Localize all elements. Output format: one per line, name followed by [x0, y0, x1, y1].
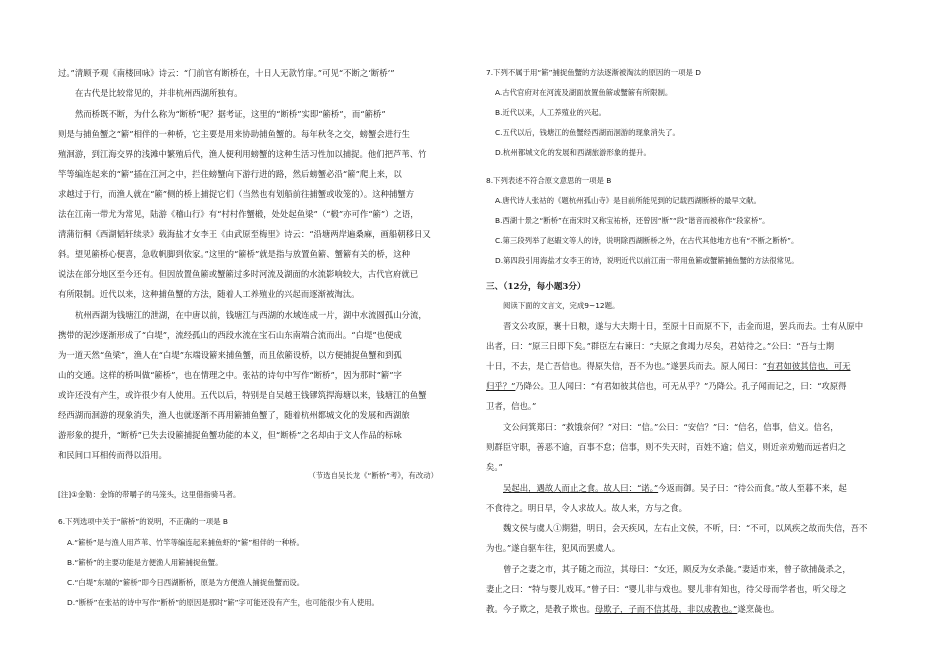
right-text-line: B.近代以来，人工养殖业的兴起。 [495, 108, 606, 117]
left-text-line: 或许还没有产生，或许很少有人使用。五代以后，特别是自吴越王钱镠筑捍海塘以来，钱塘江的鱼蟹 [58, 390, 427, 400]
left-text-line: 求越过于行，而渔人就在“簖”侧的桥上捕捉它们（当然也有划船前往捕蟹或收笼的）。这种捕蟹方 [58, 189, 415, 199]
left-text-line: [注]①金勒：金饰的带嚼子的马笼头，这里借指骑马者。 [58, 490, 241, 499]
left-text-line: 斜。望见簖桥心便喜，急收帆脚到依家。”这里的“簖桥”就是指与放置鱼簖、蟹簖有关的桥，这种 [58, 249, 411, 259]
left-text-line: 则是与捕鱼蟹之“簖”相伴的一种桥，它主要是用来协助捕鱼蟹的。每年秋冬之交，螃蟹会进行生 [58, 129, 410, 139]
underlined-sentence: 有君如彼其信也，可无 [766, 361, 851, 371]
right-text-line: A.唐代诗人张祜的《题杭州孤山寺》是目前所能见到的记载西湖断桥的最早文献。 [495, 196, 761, 205]
right-text-line: 晋文公攻原，裹十日粮，遂与大夫期十日，至原十日而原不下，击金而退，罢兵而去。士有从原中 [503, 321, 864, 331]
left-text-line: A.“簖桥”是与渔人用芦苇、竹竿等编连起来捕鱼虾的“簖”相伴的一种桥。 [67, 538, 304, 547]
right-text-line: A.古代官府对在河流及湖面放置鱼簖或蟹簖有所限制。 [495, 88, 673, 97]
left-text-line: 6.下列选项中关于“簖桥”的说明，不正确的一项是 B [58, 517, 228, 526]
left-text-line: 然而桥既不断，为什么称为“断桥”呢？据考证，这里的“断桥”实即“簖桥”，而“簖桥” [75, 109, 386, 119]
left-text-line: 为一道天然“鱼梁”，渔人在“白堤”东端设簖来捕鱼蟹，而且依簖设桥，以方便捕捉鱼蟹和到孤 [58, 350, 402, 360]
left-text-line: 竿等编连起来的“簖”插在江河之中，拦住螃蟹向下游行进的路，然后螃蟹必沿“簖”爬上来，以 [58, 169, 402, 179]
underlined-sentence: 母欺子，子而不信其母，非以成教也。” [594, 604, 738, 614]
underlined-sentence: 吴起出，遇故人而止之食。故人曰：“诺。” [503, 483, 659, 493]
right-text-line: 卫者，信也。” [486, 401, 537, 411]
right-text-line: 出者，曰：“原三日即下矣。”群臣左右谏曰：“夫原之食竭力尽矣，君姑待之。”公曰：“吾与士期 [486, 341, 835, 351]
right-text-line: D.杭州都城文化的发展和西湖旅游形象的提升。 [495, 148, 651, 157]
right-text-line: 矣。” [486, 462, 503, 472]
right-text-line: 不食待之。明日早，令人求故人。故人来，方与之食。 [486, 503, 687, 513]
left-text-line: B.“簖桥”的主要功能是方便渔人用簖捕捉鱼蟹。 [67, 558, 223, 567]
right-text-line: C.五代以后，钱塘江的鱼蟹经西湖而洄游的现象消失了。 [495, 128, 680, 137]
left-text-line: 在古代是比较常见的，并非杭州西湖所独有。 [75, 88, 243, 98]
left-text-line: C.“白堤”东端的“簖桥”即今日西湖断桥，原是为方便渔人捕捉鱼蟹而设。 [67, 578, 305, 587]
left-text-line: 有所限制。近代以来，这种捕鱼蟹的方法，随着人工养殖业的兴起而逐渐被淘汰。 [58, 289, 360, 299]
left-text-line: 说法在部分地区至今还有。但因放置鱼簖或蟹簖过多时河流及湖面的水流影响较大，古代官府就已 [58, 269, 419, 279]
right-text-line: 为也。”遂自驱车往，犯风而罢虞人。 [486, 543, 621, 553]
left-text-line: 携带的泥沙逐渐形成了“白堤”，流经孤山的西段水流在宝石山东南端合流而出。“白堤”也便成 [58, 330, 402, 340]
right-text-line: 教。今子欺之，是教子欺也。母欺子，子而不信其母，非以成教也。”遂烹彘也。 [486, 604, 780, 614]
right-text-line: 归乎？”乃降公。卫人闻曰：“有君如彼其信也，可无从乎？”乃降公。孔子闻而记之，曰：“攻原得 [486, 381, 847, 391]
right-text-line: 阅读下面的文言文，完成9~12题。 [503, 301, 620, 310]
right-text-line: 则群臣守职，善恶不逾，百事不怠；信事，则不失天时，百姓不逾；信义，则近亲劝勉而远者归之 [486, 442, 847, 452]
right-text-line: C.第三段列举了赵嘏文等人的诗，说明除西湖断桥之外，在古代其他地方也有“不断之断桥”。 [495, 236, 799, 245]
right-text-line: D.第四段引用海盐才女李王的诗，说明近代以前江南一带用鱼簖或蟹簖捕鱼蟹的方法很常见。 [495, 256, 799, 265]
right-text-line: 魏文侯与虞人①期猎，明日，会天疾风，左右止文侯，不听，曰：“不可，以风疾之故而失信，吾不 [503, 523, 868, 533]
right-text-line: B.西湖十景之“断桥”在南宋时又称宝祐桥，还曾因“断”“段”谐音而被称作“段家桥”。 [495, 216, 770, 225]
right-text-line: 三、（12分，每小题3分） [486, 282, 586, 292]
left-text-line: 清蒲衍桐《西湖韬轩续录》载海盐才女李王《由武原至梅里》诗云：“沿塘两岸遍桑麻，画船朝移日又 [58, 229, 431, 239]
left-text-line: （节选自吴长龙《“断桥”考》，有改动） [308, 471, 438, 480]
left-text-line: D.“断桥”在张祜的诗中写作“断桥”的原因是那时“簖”字可能还没有产生，也可能很少有人使用。 [67, 598, 379, 607]
left-text-line: 过。”清顾予观《南楼回咏》诗云：“门前官有断桥在，十日人无款竹扉。”可见“不断之‘断桥’” [58, 68, 395, 78]
left-text-line: 和民间口耳相传而得以沿用。 [58, 450, 167, 460]
left-text-line: 游形象的提升，“断桥”已失去设簖捕捉鱼蟹功能的本义，但“断桥”之名却由于文人作品的标咏 [58, 430, 402, 440]
underlined-sentence: 归乎？” [486, 381, 516, 391]
right-text-line: 曾子之妻之市，其子随之而泣，其母曰：“女还，顾反为女杀彘。”妻适市来，曾子欲捕彘杀之， [503, 564, 851, 574]
left-text-line: 杭州西湖为钱塘江的泄湖，在中唐以前，钱塘江与西湖的水域连成一片，湖中水流圆孤山分流， [75, 310, 427, 320]
right-text-line: 8.下列表述不符合原文意思的一项是 B [486, 176, 612, 185]
right-text-line: 十日，不去，是亡吾信也。得原失信，吾不为也。”遂罢兵而去。原人闻曰：“有君如彼其信也，可无 [486, 361, 851, 371]
right-text-line: 妻止之曰：“特与婴儿戏耳。”曾子曰：“婴儿非与戏也。婴儿非有知也，待父母而学者也，听父母之 [486, 584, 847, 594]
right-text-line: 7.下列不属于用“簖”捕捉鱼蟹的方法逐渐被淘汰的原因的一项是 D [486, 68, 701, 77]
left-text-line: 山的交通。这样的桥叫做“簖桥”，也在情理之中。张祜的诗句中写作“断桥”，因为那时“簖”字 [58, 370, 402, 380]
left-text-line: 殖洄游，到江海交界的浅滩中繁殖后代，渔人便利用螃蟹的这种生活习性加以捕捉。他们把芦苇、竹 [58, 149, 427, 159]
right-text-line: 文公问箕郑曰：“救饿奈何？”对曰：“信。”公曰：“安信？”曰：“信名，信事，信义。信名， [503, 422, 839, 432]
left-text-line: 经西湖而洄游的现象消失，渔人也就逐渐不再用簖捕鱼蟹了，随着杭州都城文化的发展和西湖旅 [58, 410, 410, 420]
right-text-line: 吴起出，遇故人而止之食。故人曰：“诺。”今返而御。吴子曰：“待公而食。”故人至暮不来，起 [503, 483, 847, 493]
left-text-line: 法在江南一带尤为常见，陆游《稽山行》有“村村作蟹椴，处处起鱼梁”（“椴”亦可作“簖”）之语， [58, 209, 419, 219]
